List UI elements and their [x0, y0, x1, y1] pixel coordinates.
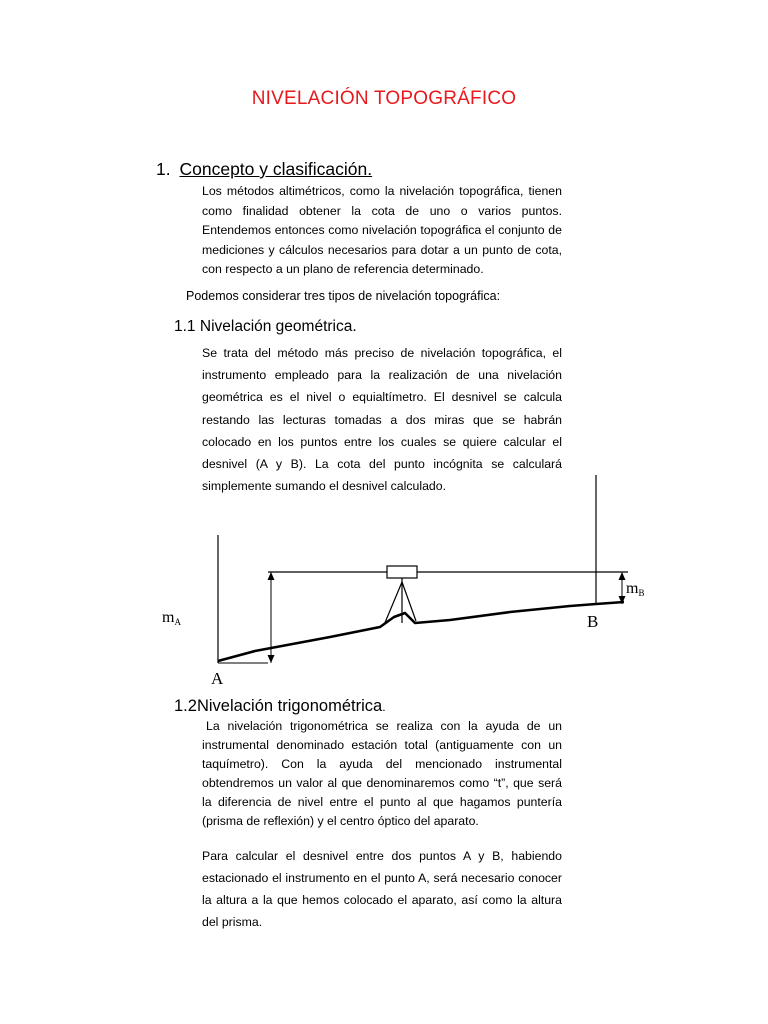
- section-1-1-heading: [174, 318, 357, 336]
- section-1-1-number: 1.1: [174, 318, 196, 335]
- section-1-1-title: Nivelación geométrica.: [199, 318, 357, 335]
- section-1-title: Concepto y clasificación.: [179, 159, 373, 179]
- section-1-number: 1.: [156, 159, 171, 179]
- label-point-a: A: [211, 669, 224, 688]
- leveling-diagram: [150, 465, 670, 690]
- section-1-2-title: Nivelación trigonométrica: [196, 697, 383, 715]
- label-mb: mB: [626, 580, 645, 598]
- section-1-2-paragraph-1: La nivelación trigonométrica se realiza con la ayuda de un instrumental denominado estación total (antiguamente con un taquímetro). Con la ayuda del mencionado instrumental obtendremos un valor al que denominaremos como “t”, que será la diferencia de nivel entre el punto al que hagamos puntería (prisma de reflexión) y el centro óptico del aparato.: [202, 719, 562, 828]
- level-instrument: [387, 566, 417, 578]
- section-1-1-paragraph: Se trata del método más preciso de nivelación topográfica, el instrumento empleado para la realización de una nivelación geométrica es el nivel o equialtímetro. El desnivel se calcula restando las lecturas tomadas a dos miras que se habrán colocado en los puntos entre los cuales se quiere calcular el desnivel (A y B). La cota del punto incógnita se calculará simplemente sumando el desnivel calculado.: [202, 346, 562, 494]
- section-1-2-heading: 1.2Nivelación trigonométrica.: [174, 697, 386, 715]
- section-1-2-paragraph-2: Para calcular el desnivel entre dos puntos A y B, habiendo estacionado el instrumento en el punto A, será necesario conocer la altura a la que hemos colocado el aparato, así como la altura del prisma.: [202, 849, 562, 929]
- label-ma: mA: [162, 609, 181, 627]
- section-1-heading: [156, 159, 372, 180]
- document-title: NIVELACIÓN TOPOGRÁFICO: [251, 88, 517, 109]
- label-point-b: B: [587, 612, 599, 631]
- section-1-paragraph: Los métodos altimétricos, como la nivelación topográfica, tienen como finalidad obtener la cota de uno o varios puntos. Entendemos entonces como nivelación topográfica el conjunto de mediciones y cálculos necesarios para dotar a un punto de cota, con respecto a un plano de referencia determinado.: [202, 184, 562, 277]
- tripod-leg: [402, 582, 416, 621]
- types-intro: Podemos considerar tres tipos de nivelación topográfica:: [186, 289, 501, 303]
- terrain-profile: [218, 602, 624, 661]
- section-1-2-number: 1.2: [174, 697, 197, 715]
